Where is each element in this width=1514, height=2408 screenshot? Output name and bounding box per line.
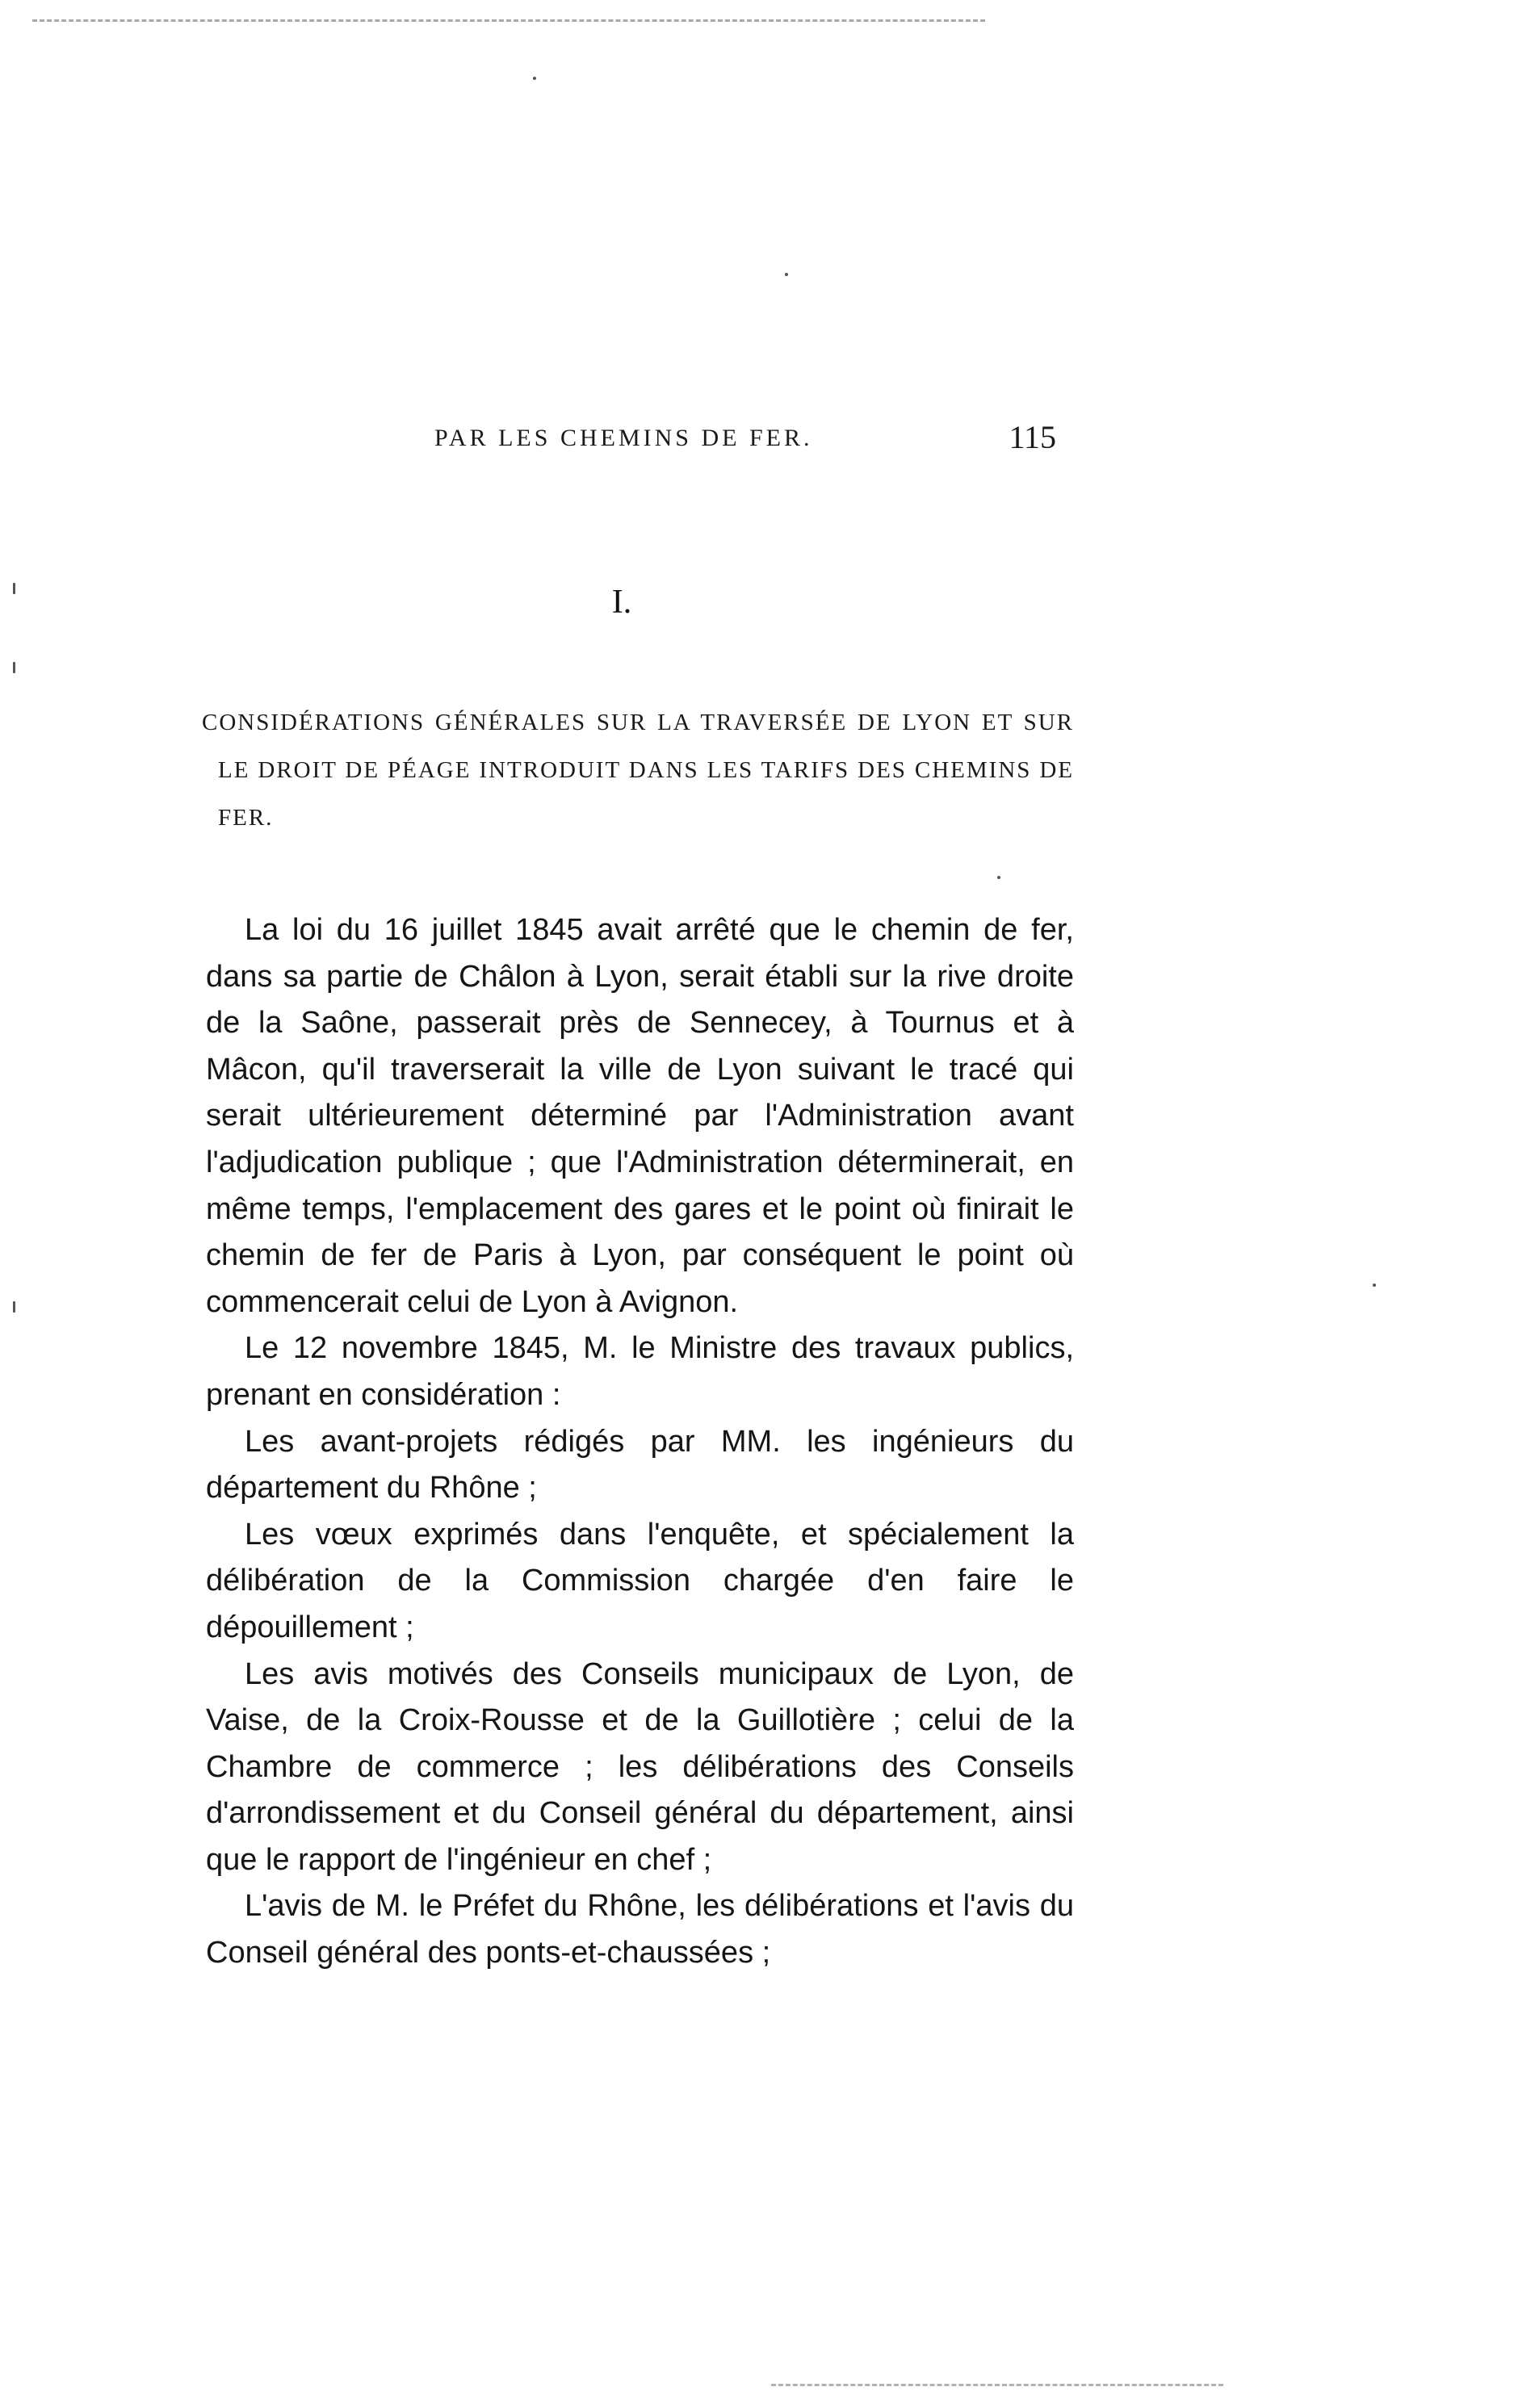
section-number: I. [611,584,632,621]
page-number: 115 [1009,419,1056,455]
paragraph: Les avis motivés des Conseils municipaux de Lyon, de Vaise, de la Croix-Rousse et de la Guillotière ; celui de la Chambre de commerce ; les délibérations des Conseils d'arrondissement et du Conseil général du département, ainsi que le rapport de l'ingénieur en chef ; [206,1656,1074,1877]
scan-edge-bottom [771,2384,1223,2386]
paragraph: Les avant-projets rédigés par MM. les ingénieurs du département du Rhône ; [206,1424,1074,1506]
paragraph: L'avis de M. le Préfet du Rhône, les délibérations et l'avis du Conseil général des ponts-et-chaussées ; [206,1889,1074,1970]
paragraph: Le 12 novembre 1845, M. le Ministre des travaux publics, prenant en considération : [206,1331,1074,1412]
paragraph: Les vœux exprimés dans l'enquête, et spécialement la délibération de la Commission chargée d'en faire le dépouillement ; [206,1517,1074,1644]
body-text [206,907,1074,1977]
section-heading: CONSIDÉRATIONS GÉNÉRALES SUR LA TRAVERSÉE DE LYON ET SUR LE DROIT DE PÉAGE INTRODUIT DANS LES TARIFS DES CHEMINS DE FER. [202,710,1074,831]
scan-speck [533,77,536,80]
scan-speck [13,583,15,594]
scan-speck [785,273,788,276]
scan-speck [13,662,15,673]
running-title: PAR LES CHEMINS DE FER. [434,425,813,451]
scan-edge-top [32,19,985,22]
paragraph: La loi du 16 juillet 1845 avait arrêté que le chemin de fer, dans sa partie de Châlon à Lyon, serait établi sur la rive droite de la Saône, passerait près de Sennecey, à Tournus et à Mâcon, qu'il traverserait la ville de Lyon suivant le tracé qui serait ultérieurement déterminé par l'Administration avant l'adjudication publique ; que l'Administration déterminerait, en même temps, l'emplacement des gares et le point où finirait le chemin de fer de Paris à Lyon, par conséquent le point où commencerait celui de Lyon à Avignon. [206,913,1074,1319]
scan-speck [1373,1284,1376,1287]
scan-speck [13,1301,15,1313]
scan-speck [997,876,1000,879]
